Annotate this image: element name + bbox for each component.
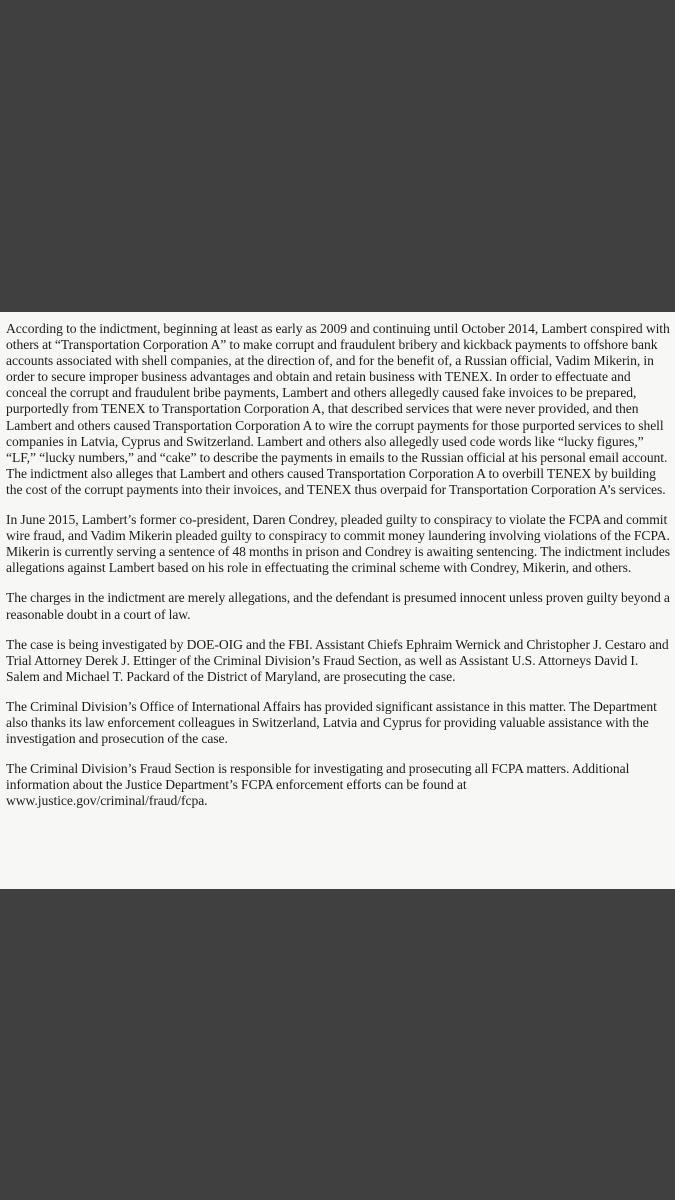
paragraph-fraud-section-info: The Criminal Division’s Fraud Section is responsible for investigating and prosecuting all FCPA matters. Additional information about the Justice Department’s FCPA enforcement efforts can be found at www.justice.gov/criminal/fraud/fcpa. — [6, 761, 630, 809]
paragraph-investigators-prosecutors: The case is being investigated by DOE-OIG and the FBI. Assistant Chiefs Ephraim Wernick and Christopher J. Cestaro and Trial Attorney Derek J. Ettinger of the Criminal Division’s Fraud Section, as well as Assistant U.S. Attorneys David I. Salem and Michael T. Packard of the District of Maryland, are prosecuting the case. — [6, 636, 669, 684]
paragraph-presumption-of-innocence: The charges in the indictment are merely allegations, and the defendant is presumed innocent unless proven guilty beyond a reasonable doubt in a court of law. — [6, 590, 670, 622]
paragraph-international-assistance: The Criminal Division’s Office of International Affairs has provided significant assistance in this matter. The Department also thanks its law enforcement colleagues in Switzerland, Latvia and Cyprus for providing valuable assistance with the investigation and prosecution of the case. — [6, 698, 657, 747]
paragraph-guilty-pleas: In June 2015, Lambert’s former co-president, Daren Condrey, pleaded guilty to conspiracy to violate the FCPA and commit wire fraud, and Vadim Mikerin pleaded guilty to conspiracy to commit money laundering involving violations of the FCPA. Mikerin is currently serving a sentence of 48 months in prison and Condrey is awaiting sentencing. The indictment includes allegations against Lambert based on his role in effectuating the criminal scheme with Condrey, Mikerin, and others. — [6, 512, 670, 576]
paragraph-indictment-details: According to the indictment, beginning at least as early as 2009 and continuing until October 2014, Lambert conspired with others at “Transportation Corporation A” to make corrupt and fraudulent bribery and kickback payments to offshore bank accounts associated with shell companies, at the direction of, and for the benefit of, a Russian official, Vadim Mikerin, in order to secure improper business advantages and obtain and retain business with TENEX. In order to effectuate and conceal the corrupt and fraudulent bribe payments, Lambert and others allegedly caused fake invoices to be prepared, purportedly from TENEX to Transportation Corporation A, that described services that were never provided, and then Lambert and others caused Transportation Corporation A to wire the corrupt payments for those purported services to shell companies in Latvia, Cyprus and Switzerland. Lambert and others also allegedly used code words like “lucky figures,” “LF,” “lucky numbers,” and “cake” to describe the payments in emails to the Russian official at his personal email account. The indictment also alleges that Lambert and others caused Transportation Corporation A to overbill TENEX by building the cost of the corrupt payments into their invoices, and TENEX thus overpaid for Transportation Corporation A’s services. — [6, 321, 670, 497]
press-release-excerpt — [0, 312, 675, 889]
